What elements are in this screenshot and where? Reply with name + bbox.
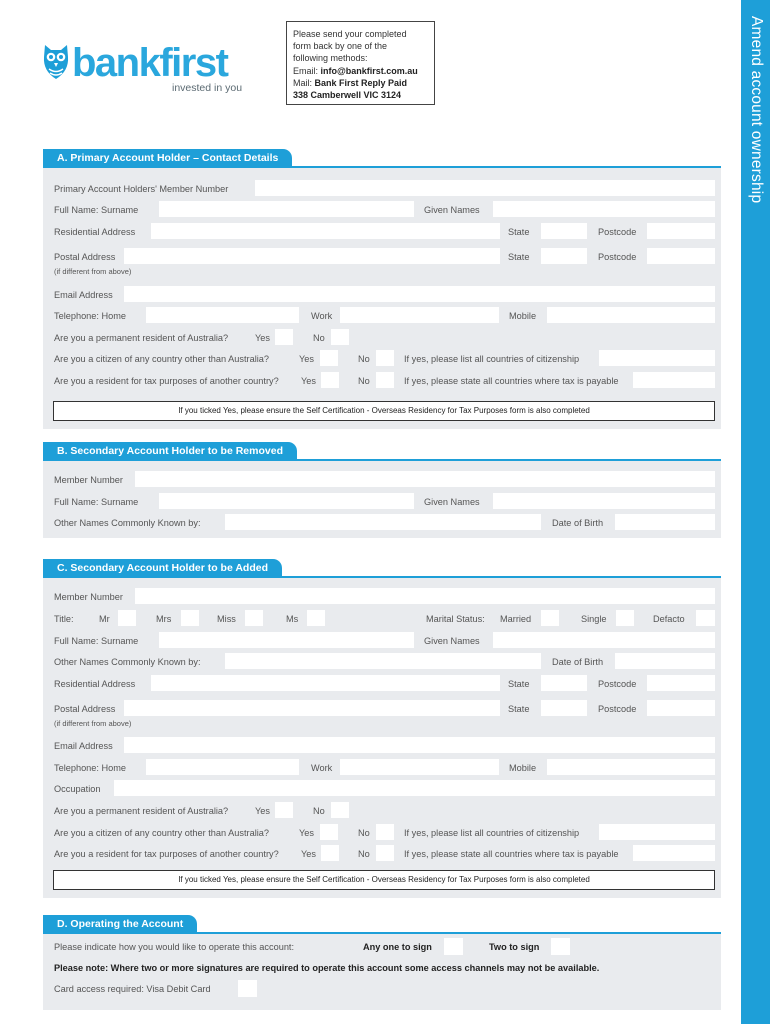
c-citizen-no-label: No <box>358 828 370 838</box>
c-citizen-yes-checkbox[interactable] <box>320 824 338 840</box>
c-given-names-label: Given Names <box>424 636 480 646</box>
permanent-no-checkbox[interactable] <box>331 329 349 345</box>
d-card-label: Card access required: Visa Debit Card <box>54 984 211 994</box>
section-c-title: C. Secondary Account Holder to be Added <box>43 559 282 577</box>
work-field[interactable] <box>340 307 499 323</box>
c-citizen-yes-label: Yes <box>299 828 314 838</box>
b-surname-field[interactable] <box>159 493 414 509</box>
mobile-label: Mobile <box>509 311 537 321</box>
c-postcode-label: Postcode <box>598 679 637 689</box>
c-given-names-field[interactable] <box>493 632 715 648</box>
postal-state-label: State <box>508 252 530 262</box>
c-postal-address-note: (if different from above) <box>54 719 132 728</box>
c-dob-field[interactable] <box>615 653 715 669</box>
c-married-checkbox[interactable] <box>541 610 559 626</box>
given-names-field[interactable] <box>493 201 715 217</box>
c-surname-label: Full Name: Surname <box>54 636 139 646</box>
c-tax-no-checkbox[interactable] <box>376 845 394 861</box>
c-permanent-no-label: No <box>313 806 325 816</box>
postcode-field[interactable] <box>647 223 715 239</box>
tax-no-label: No <box>358 376 370 386</box>
c-work-field[interactable] <box>340 759 499 775</box>
primary-member-number-field[interactable] <box>255 180 715 196</box>
c-postal-address-label: Postal Address <box>54 704 116 714</box>
surname-field[interactable] <box>159 201 414 217</box>
c-defacto-checkbox[interactable] <box>696 610 715 626</box>
state-label: State <box>508 227 530 237</box>
postal-postcode-field[interactable] <box>647 248 715 264</box>
d-two-label: Two to sign <box>489 942 540 952</box>
postal-postcode-label: Postcode <box>598 252 637 262</box>
d-two-checkbox[interactable] <box>551 938 570 955</box>
citizen-no-checkbox[interactable] <box>376 350 394 366</box>
postal-state-field[interactable] <box>541 248 587 264</box>
c-postal-address-field[interactable] <box>124 700 500 716</box>
primary-member-number-label: Primary Account Holders' Member Number <box>54 184 229 194</box>
c-member-number-field[interactable] <box>135 588 715 604</box>
c-member-number-label: Member Number <box>54 592 123 602</box>
c-tax-countries-field[interactable] <box>633 845 715 861</box>
permanent-resident-question: Are you a permanent resident of Australia? <box>54 333 229 343</box>
c-telephone-home-label: Telephone: Home <box>54 763 127 773</box>
c-title-label: Title: <box>54 614 74 624</box>
telephone-home-label: Telephone: Home <box>54 311 127 321</box>
c-other-names-field[interactable] <box>225 653 541 669</box>
postcode-label: Postcode <box>598 227 637 237</box>
c-postal-postcode-label: Postcode <box>598 704 637 714</box>
c-married-label: Married <box>500 614 532 624</box>
mail-label: Mail: <box>293 77 315 88</box>
self-certification-notice: If you ticked Yes, please ensure the Self Certification - Overseas Residency for Tax Purposes form is also completed <box>53 401 715 421</box>
d-any-one-checkbox[interactable] <box>444 938 463 955</box>
send-line-3: following methods: <box>293 53 368 64</box>
c-occupation-field[interactable] <box>114 780 715 796</box>
b-member-number-field[interactable] <box>135 471 715 487</box>
brand-name: bankfirst <box>72 41 228 85</box>
tax-resident-question: Are you a resident for tax purposes of another country? <box>54 376 279 386</box>
send-line-1: Please send your completed <box>293 29 407 39</box>
c-permanent-resident-question: Are you a permanent resident of Australia? <box>54 806 229 816</box>
c-other-names-label: Other Names Commonly Known by: <box>54 657 201 667</box>
surname-label: Full Name: Surname <box>54 205 139 215</box>
c-citizen-question: Are you a citizen of any country other than Australia? <box>54 828 270 838</box>
mobile-field[interactable] <box>547 307 715 323</box>
c-tax-resident-question: Are you a resident for tax purposes of another country? <box>54 849 279 859</box>
postal-address-label: Postal Address <box>54 252 116 262</box>
b-other-names-field[interactable] <box>225 514 541 530</box>
c-miss-label: Miss <box>217 614 236 624</box>
brand-tagline: invested in you <box>172 82 243 94</box>
c-email-address-field[interactable] <box>124 737 715 753</box>
c-self-certification-notice: If you ticked Yes, please ensure the Self Certification - Overseas Residency for Tax Purposes form is also completed <box>53 870 715 890</box>
c-mr-label: Mr <box>99 614 110 624</box>
b-given-names-field[interactable] <box>493 493 715 509</box>
d-operate-question: Please indicate how you would like to operate this account: <box>54 942 295 952</box>
c-mobile-field[interactable] <box>547 759 715 775</box>
email-label: Email: <box>293 65 321 76</box>
postal-address-field[interactable] <box>124 248 500 264</box>
c-mobile-label: Mobile <box>509 763 537 773</box>
c-permanent-yes-checkbox[interactable] <box>275 802 293 818</box>
c-mr-checkbox[interactable] <box>118 610 136 626</box>
c-residential-address-label: Residential Address <box>54 679 136 689</box>
c-ms-checkbox[interactable] <box>307 610 325 626</box>
send-email: info@bankfirst.com.au <box>320 65 418 76</box>
section-c <box>43 578 721 898</box>
residential-address-label: Residential Address <box>54 227 136 237</box>
section-b-title: B. Secondary Account Holder to be Removed <box>43 442 297 460</box>
sidebar-title: Amend account ownership <box>748 16 765 204</box>
c-mrs-checkbox[interactable] <box>181 610 199 626</box>
c-marital-label: Marital Status: <box>426 614 485 624</box>
section-d-title: D. Operating the Account <box>43 915 197 933</box>
permanent-yes-checkbox[interactable] <box>275 329 293 345</box>
send-mail: Bank First Reply Paid <box>314 77 408 88</box>
section-b <box>43 461 721 538</box>
citizenship-instruction: If yes, please list all countries of citizenship <box>404 354 580 364</box>
residential-address-field[interactable] <box>151 223 500 239</box>
work-label: Work <box>311 311 333 321</box>
b-given-names-label: Given Names <box>424 497 480 507</box>
section-d <box>43 934 721 1010</box>
c-citizenship-instruction: If yes, please list all countries of citizenship <box>404 828 580 838</box>
telephone-home-field[interactable] <box>146 307 299 323</box>
c-postcode-field[interactable] <box>647 675 715 691</box>
c-telephone-home-field[interactable] <box>146 759 299 775</box>
sidebar <box>741 0 770 1024</box>
owl-icon <box>42 41 70 81</box>
send-instructions-box <box>286 21 435 105</box>
c-surname-field[interactable] <box>159 632 414 648</box>
d-note: Please note: Where two or more signatures are required to operate this account some access channels may not be available. <box>54 963 600 973</box>
tax-countries-field[interactable] <box>633 372 715 388</box>
postal-address-note: (if different from above) <box>54 267 132 276</box>
c-miss-checkbox[interactable] <box>245 610 263 626</box>
c-single-checkbox[interactable] <box>616 610 634 626</box>
b-dob-field[interactable] <box>615 514 715 530</box>
bankfirst-logo <box>42 40 257 96</box>
c-tax-yes-checkbox[interactable] <box>321 845 339 861</box>
c-occupation-label: Occupation <box>54 784 101 794</box>
c-email-address-label: Email Address <box>54 741 113 751</box>
citizen-question: Are you a citizen of any country other than Australia? <box>54 354 270 364</box>
citizen-no-label: No <box>358 354 370 364</box>
tax-no-checkbox[interactable] <box>376 372 394 388</box>
permanent-no-label: No <box>313 333 325 343</box>
citizen-yes-checkbox[interactable] <box>320 350 338 366</box>
c-ms-label: Ms <box>286 614 299 624</box>
email-address-field[interactable] <box>124 286 715 302</box>
b-dob-label: Date of Birth <box>552 518 604 528</box>
c-work-label: Work <box>311 763 333 773</box>
b-member-number-label: Member Number <box>54 475 123 485</box>
citizenship-countries-field[interactable] <box>599 350 715 366</box>
c-permanent-no-checkbox[interactable] <box>331 802 349 818</box>
c-postal-postcode-field[interactable] <box>647 700 715 716</box>
given-names-label: Given Names <box>424 205 480 215</box>
c-residential-address-field[interactable] <box>151 675 500 691</box>
send-address: 338 Camberwell VIC 3124 <box>293 90 402 101</box>
d-card-checkbox[interactable] <box>238 980 257 997</box>
tax-instruction: If yes, please state all countries where tax is payable <box>404 376 619 386</box>
c-tax-no-label: No <box>358 849 370 859</box>
c-citizen-no-checkbox[interactable] <box>376 824 394 840</box>
c-tax-instruction: If yes, please state all countries where tax is payable <box>404 849 619 859</box>
c-tax-yes-label: Yes <box>301 849 316 859</box>
c-state-field[interactable] <box>541 675 587 691</box>
state-field[interactable] <box>541 223 587 239</box>
tax-yes-label: Yes <box>301 376 316 386</box>
c-postal-state-field[interactable] <box>541 700 587 716</box>
send-line-2: form back by one of the <box>293 41 388 52</box>
section-a <box>43 168 721 429</box>
c-mrs-label: Mrs <box>156 614 172 624</box>
c-single-label: Single <box>581 614 607 624</box>
c-citizenship-countries-field[interactable] <box>599 824 715 840</box>
d-any-one-label: Any one to sign <box>363 942 432 952</box>
tax-yes-checkbox[interactable] <box>321 372 339 388</box>
c-postal-state-label: State <box>508 704 530 714</box>
c-defacto-label: Defacto <box>653 614 685 624</box>
b-surname-label: Full Name: Surname <box>54 497 139 507</box>
b-other-names-label: Other Names Commonly Known by: <box>54 518 201 528</box>
c-dob-label: Date of Birth <box>552 657 604 667</box>
c-state-label: State <box>508 679 530 689</box>
c-permanent-yes-label: Yes <box>255 806 270 816</box>
section-a-title: A. Primary Account Holder – Contact Details <box>43 149 292 167</box>
permanent-yes-label: Yes <box>255 333 270 343</box>
email-address-label: Email Address <box>54 290 113 300</box>
citizen-yes-label: Yes <box>299 354 314 364</box>
